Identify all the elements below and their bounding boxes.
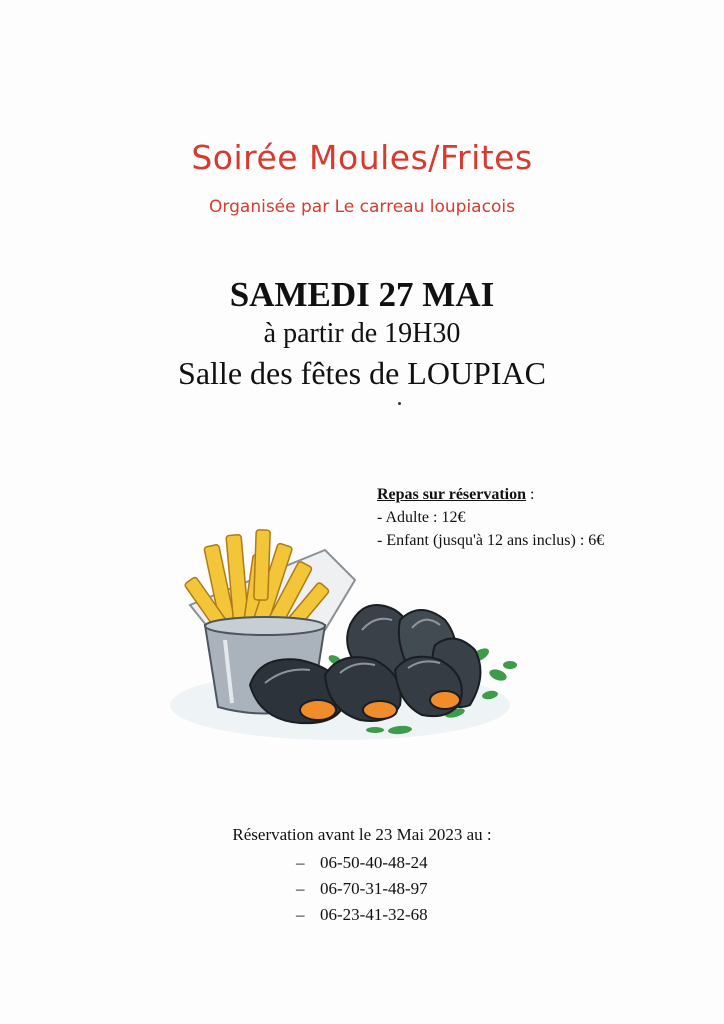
phone-number: 06-23-41-32-68: [320, 905, 428, 924]
phone-number: 06-50-40-48-24: [320, 853, 428, 872]
bucket-rim: [205, 617, 325, 635]
phone-list-item: [296, 902, 428, 928]
pricing-adult: - Adulte : 12€: [377, 509, 466, 526]
event-title: Soirée Moules/Frites: [191, 138, 533, 177]
reservation-intro: Réservation avant le 23 Mai 2023 au :: [232, 825, 492, 844]
mussels-and-fries-icon: [150, 525, 550, 755]
phone-list-item: [296, 876, 428, 902]
phone-number: 06-70-31-48-97: [320, 879, 428, 898]
event-venue: Salle des fêtes de LOUPIAC: [178, 355, 546, 391]
pricing-heading-line: [377, 483, 604, 506]
phone-list-item: [296, 850, 428, 876]
pricing-heading: Repas sur réservation: [377, 486, 527, 503]
bullet-dash: –: [296, 905, 305, 924]
phone-list: [296, 850, 428, 928]
pricing-heading-suffix: :: [526, 486, 535, 503]
event-date: SAMEDI 27 MAI: [229, 275, 495, 314]
scan-speck: [398, 402, 401, 405]
pricing-child: - Enfant (jusqu'à 12 ans inclus) : 6€: [377, 532, 605, 549]
organizer-subtitle: Organisée par Le carreau loupiacois: [209, 197, 515, 217]
mussels-front: [250, 657, 462, 723]
bullet-dash: –: [296, 879, 305, 898]
event-time: à partir de 19H30: [263, 318, 461, 349]
bullet-dash: –: [296, 853, 305, 872]
